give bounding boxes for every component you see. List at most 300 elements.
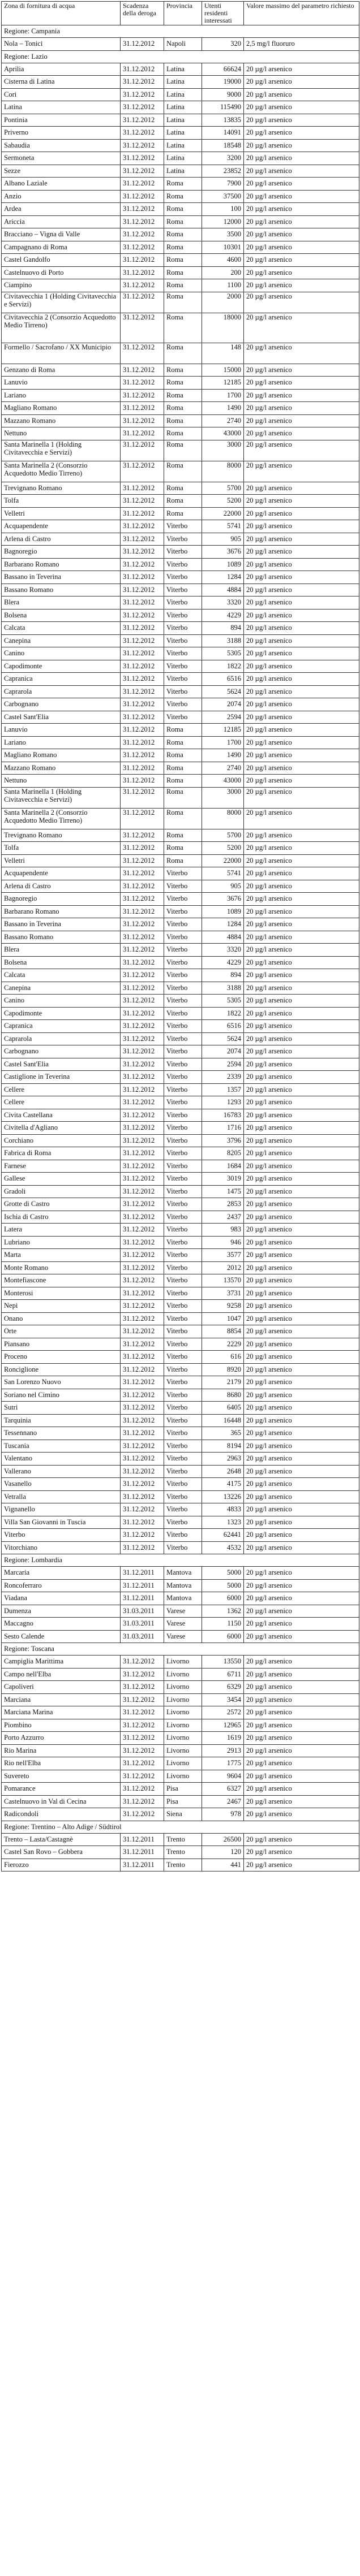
zone-cell: Bassano in Teverina — [2, 571, 121, 584]
province-cell: Latina — [164, 139, 202, 152]
province-cell: Viterbo — [164, 1083, 202, 1096]
zone-cell: Ischia di Castro — [2, 1211, 121, 1224]
expiry-cell: 31.12.2012 — [121, 1173, 164, 1186]
users-cell: 3796 — [202, 1134, 244, 1147]
table-row — [2, 1096, 359, 1109]
max-value-cell: 20 µg/l arsenico — [244, 622, 359, 635]
max-value-cell: 20 µg/l arsenico — [244, 956, 359, 969]
table-row — [2, 918, 359, 931]
expiry-cell: 31.12.2012 — [121, 88, 164, 101]
users-cell: 2594 — [202, 1058, 244, 1071]
expiry-cell: 31.12.2012 — [121, 203, 164, 216]
expiry-cell: 31.12.2012 — [121, 673, 164, 686]
zone-cell: Trevignano Romano — [2, 829, 121, 842]
zone-cell: Civita Castellana — [2, 1109, 121, 1122]
table-row — [2, 1402, 359, 1415]
zone-cell: Canino — [2, 647, 121, 660]
expiry-cell: 31.12.2011 — [121, 1833, 164, 1846]
province-cell: Livorno — [164, 1757, 202, 1770]
expiry-cell: 31.12.2012 — [121, 228, 164, 241]
zone-cell: Castelnuovo in Val di Cecina — [2, 1795, 121, 1808]
users-cell: 16783 — [202, 1109, 244, 1122]
zone-cell: Nola – Tonici — [2, 38, 121, 51]
expiry-cell: 31.12.2012 — [121, 254, 164, 267]
table-row — [2, 38, 359, 51]
zone-cell: Orte — [2, 1325, 121, 1338]
table-row — [2, 1465, 359, 1478]
zone-cell: Lanuvio — [2, 377, 121, 390]
expiry-cell: 31.12.2012 — [121, 1363, 164, 1376]
province-cell: Trento — [164, 1858, 202, 1872]
max-value-cell: 20 µg/l arsenico — [244, 1478, 359, 1491]
table-row — [2, 1732, 359, 1745]
zone-cell: Montefiascone — [2, 1274, 121, 1287]
zone-cell: Rio nell'Elba — [2, 1757, 121, 1770]
zone-cell: Maccagno — [2, 1618, 121, 1631]
max-value-cell: 20 µg/l arsenico — [244, 440, 359, 461]
users-cell: 9000 — [202, 88, 244, 101]
max-value-cell: 20 µg/l arsenico — [244, 634, 359, 647]
table-row — [2, 546, 359, 559]
zone-cell: Lariano — [2, 389, 121, 402]
users-cell: 5000 — [202, 1579, 244, 1592]
zone-cell: Latina — [2, 101, 121, 114]
users-cell: 1775 — [202, 1757, 244, 1770]
zone-cell: Fierozzo — [2, 1858, 121, 1872]
expiry-cell: 31.12.2012 — [121, 736, 164, 749]
province-cell: Viterbo — [164, 1007, 202, 1020]
zone-cell: Farnese — [2, 1160, 121, 1173]
max-value-cell: 20 µg/l arsenico — [244, 969, 359, 982]
zone-cell: Santa Marinella 1 (Holding Civitavecchia e Servizi) — [2, 787, 121, 808]
users-cell: 5624 — [202, 1032, 244, 1045]
expiry-cell: 31.12.2012 — [121, 101, 164, 114]
province-cell: Viterbo — [164, 1325, 202, 1338]
max-value-cell: 20 µg/l arsenico — [244, 507, 359, 520]
province-cell: Napoli — [164, 38, 202, 51]
province-cell: Roma — [164, 787, 202, 808]
zone-cell: Santa Marinella 2 (Consorzio Acquedotto Medio Tirreno) — [2, 461, 121, 482]
max-value-cell: 20 µg/l arsenico — [244, 1618, 359, 1631]
max-value-cell: 20 µg/l arsenico — [244, 1325, 359, 1338]
max-value-cell: 20 µg/l arsenico — [244, 867, 359, 880]
users-cell: 8205 — [202, 1147, 244, 1160]
max-value-cell: 20 µg/l arsenico — [244, 787, 359, 808]
users-cell: 8854 — [202, 1325, 244, 1338]
expiry-cell: 31.12.2012 — [121, 931, 164, 944]
header-max-value: Valore massimo del parametro richiesto — [244, 2, 359, 25]
expiry-cell: 31.12.2012 — [121, 867, 164, 880]
table-row — [2, 736, 359, 749]
max-value-cell: 20 µg/l arsenico — [244, 931, 359, 944]
expiry-cell: 31.12.2012 — [121, 647, 164, 660]
max-value-cell: 20 µg/l arsenico — [244, 1224, 359, 1237]
zone-cell: Acquapendente — [2, 867, 121, 880]
expiry-cell: 31.12.2012 — [121, 495, 164, 508]
max-value-cell: 20 µg/l arsenico — [244, 1656, 359, 1669]
max-value-cell: 20 µg/l arsenico — [244, 520, 359, 533]
users-cell: 5200 — [202, 495, 244, 508]
zone-cell: Mazzano Romano — [2, 414, 121, 427]
table-row — [2, 1478, 359, 1491]
expiry-cell: 31.12.2012 — [121, 377, 164, 390]
users-cell: 1362 — [202, 1605, 244, 1618]
max-value-cell: 20 µg/l arsenico — [244, 1185, 359, 1198]
max-value-cell: 20 µg/l arsenico — [244, 854, 359, 867]
region-label: Regione: Trentino – Alto Adige / Südtirol — [2, 1821, 359, 1833]
expiry-cell: 31.12.2012 — [121, 1503, 164, 1516]
max-value-cell: 20 µg/l arsenico — [244, 292, 359, 313]
header-expiry: Scadenza della deroga — [121, 2, 164, 25]
zone-cell: Bagnoregio — [2, 546, 121, 559]
users-cell: 1284 — [202, 571, 244, 584]
province-cell: Livorno — [164, 1668, 202, 1681]
table-row — [2, 389, 359, 402]
zone-cell: Sermoneta — [2, 152, 121, 165]
max-value-cell: 20 µg/l arsenico — [244, 711, 359, 724]
max-value-cell: 20 µg/l arsenico — [244, 1147, 359, 1160]
province-cell: Roma — [164, 313, 202, 343]
users-cell: 5741 — [202, 867, 244, 880]
province-cell: Viterbo — [164, 1236, 202, 1249]
users-cell: 13226 — [202, 1490, 244, 1503]
zone-cell: Vasanello — [2, 1478, 121, 1491]
users-cell: 2467 — [202, 1795, 244, 1808]
table-row — [2, 1770, 359, 1783]
province-cell: Latina — [164, 63, 202, 76]
users-cell: 12000 — [202, 215, 244, 228]
max-value-cell: 20 µg/l arsenico — [244, 178, 359, 191]
max-value-cell: 20 µg/l arsenico — [244, 944, 359, 957]
expiry-cell: 31.12.2012 — [121, 584, 164, 597]
zone-cell: Blera — [2, 944, 121, 957]
province-cell: Livorno — [164, 1656, 202, 1669]
table-row — [2, 364, 359, 377]
document-page — [1, 1, 359, 1872]
users-cell: 1150 — [202, 1618, 244, 1631]
table-row — [2, 279, 359, 292]
table-row — [2, 241, 359, 254]
expiry-cell: 31.12.2012 — [121, 1719, 164, 1732]
users-cell: 13835 — [202, 114, 244, 127]
table-row — [2, 1516, 359, 1529]
users-cell: 4884 — [202, 584, 244, 597]
province-cell: Viterbo — [164, 1402, 202, 1415]
table-row — [2, 178, 359, 191]
expiry-cell: 31.12.2012 — [121, 1490, 164, 1503]
table-row — [2, 427, 359, 440]
expiry-cell: 31.12.2012 — [121, 609, 164, 622]
expiry-cell: 31.12.2012 — [121, 1032, 164, 1045]
province-cell: Roma — [164, 808, 202, 829]
users-cell: 8000 — [202, 461, 244, 482]
expiry-cell: 31.12.2012 — [121, 1681, 164, 1694]
expiry-cell: 31.12.2012 — [121, 1058, 164, 1071]
zone-cell: Calcata — [2, 969, 121, 982]
users-cell: 946 — [202, 1236, 244, 1249]
table-row — [2, 1020, 359, 1033]
users-cell: 616 — [202, 1351, 244, 1364]
expiry-cell: 31.12.2012 — [121, 139, 164, 152]
expiry-cell: 31.12.2012 — [121, 1516, 164, 1529]
expiry-cell: 31.12.2012 — [121, 685, 164, 698]
max-value-cell: 20 µg/l arsenico — [244, 558, 359, 571]
zone-cell: Valentano — [2, 1453, 121, 1466]
users-cell: 12185 — [202, 377, 244, 390]
max-value-cell: 20 µg/l arsenico — [244, 461, 359, 482]
province-cell: Viterbo — [164, 867, 202, 880]
max-value-cell: 20 µg/l arsenico — [244, 698, 359, 711]
province-cell: Roma — [164, 402, 202, 415]
zone-cell: Castiglione in Teverina — [2, 1071, 121, 1084]
users-cell: 3000 — [202, 787, 244, 808]
expiry-cell: 31.12.2012 — [121, 402, 164, 415]
province-cell: Viterbo — [164, 944, 202, 957]
max-value-cell: 20 µg/l arsenico — [244, 1122, 359, 1135]
users-cell: 1089 — [202, 905, 244, 918]
table-row — [2, 1261, 359, 1274]
table-row — [2, 1579, 359, 1592]
users-cell: 3200 — [202, 152, 244, 165]
province-cell: Viterbo — [164, 1440, 202, 1453]
table-row — [2, 1071, 359, 1084]
zone-cell: Fabrica di Roma — [2, 1147, 121, 1160]
users-cell: 3577 — [202, 1249, 244, 1262]
expiry-cell: 31.03.2011 — [121, 1630, 164, 1643]
zone-cell: Calcata — [2, 622, 121, 635]
region-row — [2, 1554, 359, 1567]
max-value-cell: 20 µg/l arsenico — [244, 279, 359, 292]
expiry-cell: 31.12.2012 — [121, 76, 164, 89]
zone-cell: Barbarano Romano — [2, 905, 121, 918]
table-body — [2, 25, 359, 1872]
expiry-cell: 31.12.2012 — [121, 1706, 164, 1719]
table-row — [2, 1503, 359, 1516]
max-value-cell: 20 µg/l arsenico — [244, 1134, 359, 1147]
users-cell: 1684 — [202, 1160, 244, 1173]
zone-cell: Caprarola — [2, 1032, 121, 1045]
zone-cell: Trento – Lasta/Castagnè — [2, 1833, 121, 1846]
users-cell: 22000 — [202, 507, 244, 520]
zone-cell: Suvereto — [2, 1770, 121, 1783]
max-value-cell: 20 µg/l arsenico — [244, 808, 359, 829]
province-cell: Trento — [164, 1846, 202, 1859]
max-value-cell: 20 µg/l arsenico — [244, 1490, 359, 1503]
max-value-cell: 20 µg/l arsenico — [244, 609, 359, 622]
zone-cell: Tarquinia — [2, 1414, 121, 1427]
users-cell: 5305 — [202, 647, 244, 660]
table-row — [2, 101, 359, 114]
zone-cell: Monte Romano — [2, 1261, 121, 1274]
zone-cell: San Lorenzo Nuovo — [2, 1376, 121, 1389]
zone-cell: Barbarano Romano — [2, 558, 121, 571]
users-cell: 2572 — [202, 1706, 244, 1719]
table-row — [2, 749, 359, 762]
users-cell: 7900 — [202, 178, 244, 191]
zone-cell: Velletri — [2, 854, 121, 867]
max-value-cell: 20 µg/l arsenico — [244, 1681, 359, 1694]
table-row — [2, 609, 359, 622]
zone-cell: Sabaudia — [2, 139, 121, 152]
expiry-cell: 31.12.2012 — [121, 1808, 164, 1821]
table-row — [2, 127, 359, 140]
expiry-cell: 31.12.2012 — [121, 1147, 164, 1160]
table-row — [2, 292, 359, 313]
table-row — [2, 944, 359, 957]
max-value-cell: 20 µg/l arsenico — [244, 1453, 359, 1466]
expiry-cell: 31.12.2012 — [121, 1376, 164, 1389]
table-row — [2, 1795, 359, 1808]
table-row — [2, 905, 359, 918]
province-cell: Roma — [164, 762, 202, 775]
expiry-cell: 31.12.2012 — [121, 1325, 164, 1338]
max-value-cell: 20 µg/l arsenico — [244, 893, 359, 906]
table-row — [2, 114, 359, 127]
max-value-cell: 20 µg/l arsenico — [244, 1198, 359, 1211]
max-value-cell: 20 µg/l arsenico — [244, 1567, 359, 1580]
table-row — [2, 1109, 359, 1122]
table-row — [2, 1490, 359, 1503]
zone-cell: Radicondoli — [2, 1808, 121, 1821]
users-cell: 2074 — [202, 698, 244, 711]
province-cell: Viterbo — [164, 982, 202, 995]
province-cell: Viterbo — [164, 956, 202, 969]
province-cell: Roma — [164, 724, 202, 737]
users-cell: 894 — [202, 969, 244, 982]
users-cell: 3000 — [202, 440, 244, 461]
max-value-cell: 20 µg/l arsenico — [244, 1274, 359, 1287]
users-cell: 13550 — [202, 1656, 244, 1669]
max-value-cell: 20 µg/l arsenico — [244, 313, 359, 343]
users-cell: 3500 — [202, 228, 244, 241]
zone-cell: Piansano — [2, 1338, 121, 1351]
users-cell: 3188 — [202, 982, 244, 995]
max-value-cell: 20 µg/l arsenico — [244, 190, 359, 203]
province-cell: Viterbo — [164, 1109, 202, 1122]
province-cell: Viterbo — [164, 1134, 202, 1147]
table-row — [2, 440, 359, 461]
expiry-cell: 31.12.2012 — [121, 343, 164, 364]
table-row — [2, 622, 359, 635]
zone-cell: Genzano di Roma — [2, 364, 121, 377]
max-value-cell: 20 µg/l arsenico — [244, 1363, 359, 1376]
expiry-cell: 31.12.2012 — [121, 313, 164, 343]
expiry-cell: 31.12.2012 — [121, 1083, 164, 1096]
expiry-cell: 31.12.2012 — [121, 414, 164, 427]
max-value-cell: 20 µg/l arsenico — [244, 1173, 359, 1186]
max-value-cell: 20 µg/l arsenico — [244, 88, 359, 101]
table-row — [2, 266, 359, 279]
province-cell: Roma — [164, 461, 202, 482]
table-row — [2, 1134, 359, 1147]
province-cell: Roma — [164, 495, 202, 508]
expiry-cell: 31.12.2012 — [121, 1668, 164, 1681]
expiry-cell: 31.12.2012 — [121, 190, 164, 203]
users-cell: 10301 — [202, 241, 244, 254]
expiry-cell: 31.12.2012 — [121, 1274, 164, 1287]
table-row — [2, 1440, 359, 1453]
users-cell: 1475 — [202, 1185, 244, 1198]
zone-cell: Civitella d'Agliano — [2, 1122, 121, 1135]
zone-cell: Latera — [2, 1224, 121, 1237]
users-cell: 23852 — [202, 165, 244, 178]
zone-cell: Cellere — [2, 1083, 121, 1096]
header-users: Utenti residenti interessati — [202, 2, 244, 25]
users-cell: 2012 — [202, 1261, 244, 1274]
max-value-cell: 20 µg/l arsenico — [244, 1668, 359, 1681]
max-value-cell: 20 µg/l arsenico — [244, 1402, 359, 1415]
max-value-cell: 20 µg/l arsenico — [244, 1338, 359, 1351]
expiry-cell: 31.12.2012 — [121, 1757, 164, 1770]
province-cell: Livorno — [164, 1693, 202, 1706]
province-cell: Viterbo — [164, 1287, 202, 1300]
derogation-table — [1, 1, 359, 1872]
province-cell: Livorno — [164, 1706, 202, 1719]
table-row — [2, 1833, 359, 1846]
users-cell: 6516 — [202, 1020, 244, 1033]
table-row — [2, 571, 359, 584]
expiry-cell: 31.12.2012 — [121, 995, 164, 1008]
expiry-cell: 31.12.2012 — [121, 1465, 164, 1478]
expiry-cell: 31.12.2012 — [121, 918, 164, 931]
expiry-cell: 31.12.2012 — [121, 1134, 164, 1147]
max-value-cell: 20 µg/l arsenico — [244, 1236, 359, 1249]
expiry-cell: 31.12.2012 — [121, 1453, 164, 1466]
expiry-cell: 31.12.2012 — [121, 1795, 164, 1808]
province-cell: Viterbo — [164, 711, 202, 724]
table-row — [2, 1376, 359, 1389]
users-cell: 37500 — [202, 190, 244, 203]
max-value-cell: 20 µg/l arsenico — [244, 1579, 359, 1592]
zone-cell: Dumenza — [2, 1605, 121, 1618]
table-row — [2, 1783, 359, 1796]
expiry-cell: 31.12.2012 — [121, 1351, 164, 1364]
users-cell: 8920 — [202, 1363, 244, 1376]
users-cell: 1089 — [202, 558, 244, 571]
users-cell: 13570 — [202, 1274, 244, 1287]
region-row — [2, 1643, 359, 1656]
table-row — [2, 931, 359, 944]
max-value-cell: 20 µg/l arsenico — [244, 660, 359, 673]
province-cell: Viterbo — [164, 533, 202, 546]
table-row — [2, 1808, 359, 1821]
max-value-cell: 20 µg/l arsenico — [244, 1744, 359, 1757]
province-cell: Roma — [164, 440, 202, 461]
table-row — [2, 254, 359, 267]
max-value-cell: 20 µg/l arsenico — [244, 905, 359, 918]
users-cell: 6329 — [202, 1681, 244, 1694]
table-row — [2, 520, 359, 533]
province-cell: Varese — [164, 1630, 202, 1643]
expiry-cell: 31.12.2012 — [121, 1783, 164, 1796]
zone-cell: Vitorchiano — [2, 1541, 121, 1554]
expiry-cell: 31.12.2012 — [121, 1440, 164, 1453]
province-cell: Roma — [164, 178, 202, 191]
table-row — [2, 867, 359, 880]
province-cell: Latina — [164, 76, 202, 89]
province-cell: Roma — [164, 854, 202, 867]
table-row — [2, 1007, 359, 1020]
zone-cell: Vetralla — [2, 1490, 121, 1503]
users-cell: 5700 — [202, 829, 244, 842]
users-cell: 66624 — [202, 63, 244, 76]
table-row — [2, 1083, 359, 1096]
max-value-cell: 20 µg/l arsenico — [244, 829, 359, 842]
expiry-cell: 31.12.2012 — [121, 1122, 164, 1135]
zone-cell: Marciana Marina — [2, 1706, 121, 1719]
zone-cell: Monterosi — [2, 1287, 121, 1300]
expiry-cell: 31.12.2012 — [121, 507, 164, 520]
